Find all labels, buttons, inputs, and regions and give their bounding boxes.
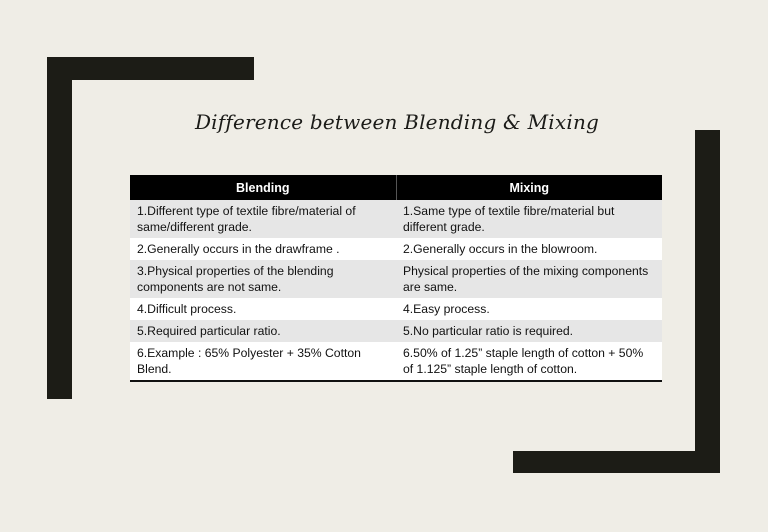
blending-cell: 1.Different type of textile fibre/material of same/different grade. <box>130 200 396 238</box>
blending-cell: 3.Physical properties of the blending components are not same. <box>130 260 396 298</box>
table-row <box>130 238 662 260</box>
mixing-cell: 5.No particular ratio is required. <box>396 320 662 342</box>
mixing-cell: 6.50% of 1.25” staple length of cotton + 50% of 1.125” staple length of cotton. <box>396 342 662 381</box>
mixing-cell: 1.Same type of textile fibre/material but different grade. <box>396 200 662 238</box>
decorative-bracket-top-left-horizontal <box>47 57 254 80</box>
decorative-bracket-bottom-right-vertical <box>695 130 720 473</box>
mixing-cell: 4.Easy process. <box>396 298 662 320</box>
table-row <box>130 320 662 342</box>
slide-title: Difference between Blending & Mixing <box>194 110 600 134</box>
column-header-mixing: Mixing <box>396 175 662 200</box>
blending-cell: 6.Example : 65% Polyester + 35% Cotton Blend. <box>130 342 396 381</box>
mixing-cell: Physical properties of the mixing components are same. <box>396 260 662 298</box>
table-row <box>130 260 662 298</box>
table-row <box>130 298 662 320</box>
table-row <box>130 200 662 238</box>
blending-cell: 5.Required particular ratio. <box>130 320 396 342</box>
decorative-bracket-bottom-right-horizontal <box>513 451 720 473</box>
decorative-bracket-top-left-vertical <box>47 57 72 399</box>
comparison-table <box>130 175 662 382</box>
column-header-blending: Blending <box>130 175 396 200</box>
table-row <box>130 342 662 381</box>
blending-cell: 2.Generally occurs in the drawframe . <box>130 238 396 260</box>
table-header-row <box>130 175 662 200</box>
mixing-cell: 2.Generally occurs in the blowroom. <box>396 238 662 260</box>
blending-cell: 4.Difficult process. <box>130 298 396 320</box>
